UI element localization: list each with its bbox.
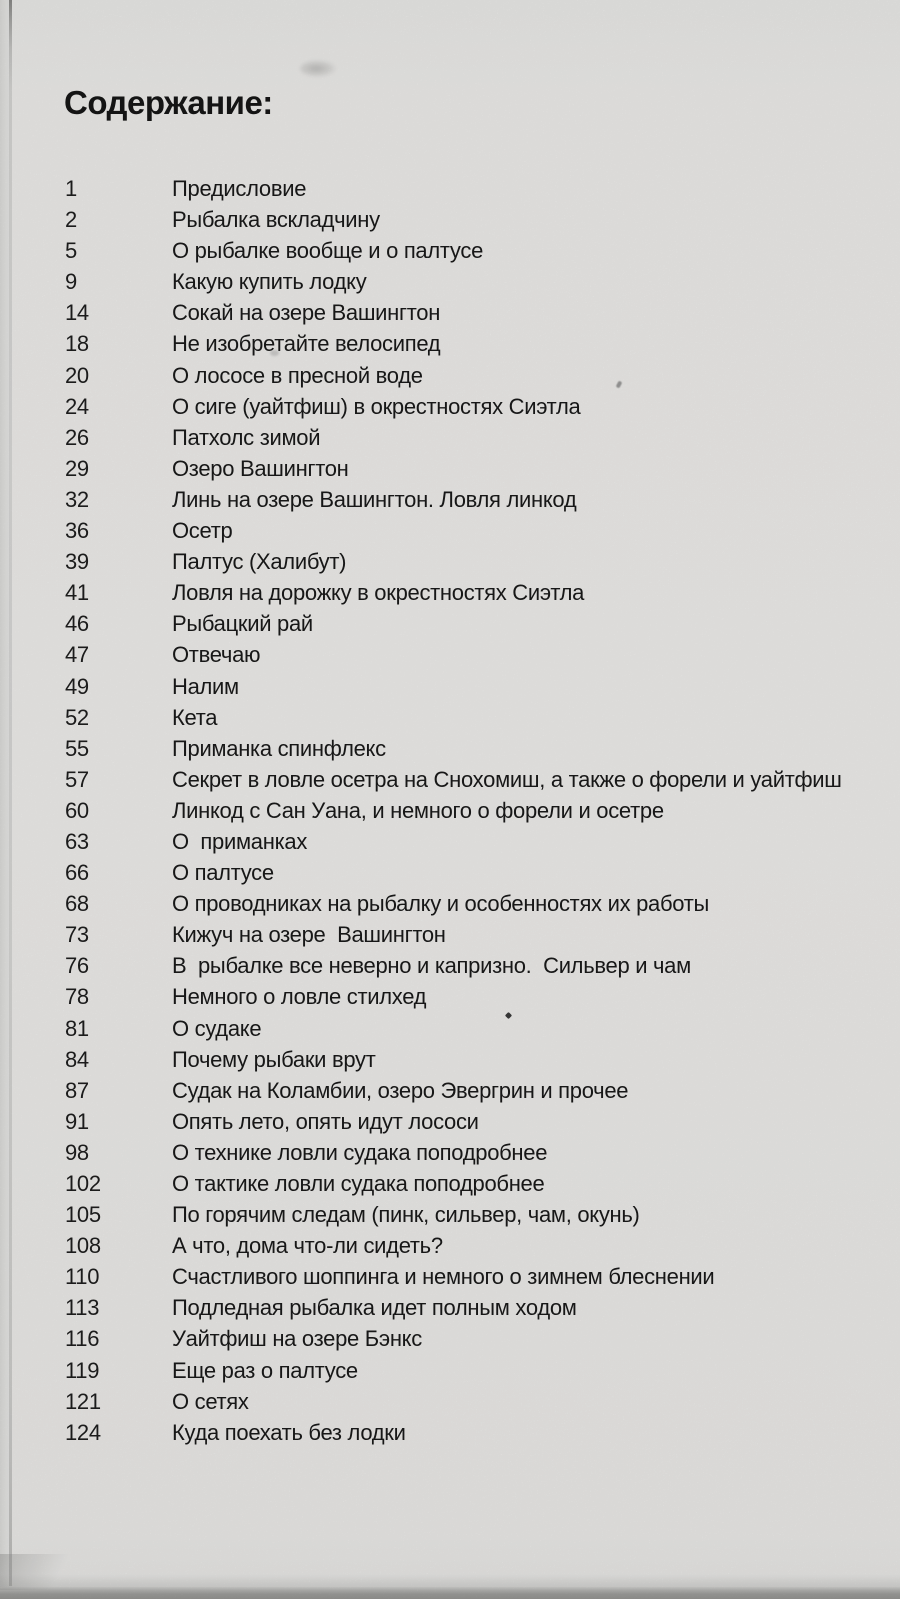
toc-page-number: 9: [65, 269, 77, 295]
toc-entry-title: Почему рыбаки врут: [172, 1046, 376, 1072]
toc-page-number: 87: [65, 1077, 89, 1103]
toc-page-number: 26: [65, 424, 89, 450]
toc-entry: [65, 577, 870, 608]
toc-entry: [65, 235, 870, 266]
toc-entry-title: Еще раз о палтусе: [172, 1357, 358, 1383]
toc-entry-title: О приманках: [172, 828, 308, 854]
toc-page-number: 2: [65, 207, 77, 233]
toc-entry: [65, 266, 870, 297]
toc-page-number: 32: [65, 486, 89, 512]
toc-entry-title: Озеро Вашингтон: [172, 455, 349, 481]
toc-entry: [65, 1417, 870, 1448]
toc-entry: [65, 1013, 870, 1044]
scan-speck-artifact: [270, 350, 279, 356]
toc-entry-title: О сетях: [172, 1388, 249, 1414]
toc-page-number: 105: [65, 1202, 101, 1228]
toc-page-number: 47: [65, 642, 89, 668]
toc-entry: [65, 422, 870, 453]
toc-page-number: 102: [65, 1171, 101, 1196]
toc-entry: [65, 391, 870, 422]
toc-page-number: 29: [65, 455, 89, 481]
toc-entry-title: Палтус (Халибут): [172, 549, 347, 575]
toc-page-number: 14: [65, 300, 89, 326]
toc-page-number: 121: [65, 1388, 101, 1414]
toc-page-number: 81: [65, 1015, 89, 1041]
toc-page-number: 55: [65, 735, 89, 761]
page-crease-line: [9, 0, 12, 1586]
toc-page-number: 49: [65, 673, 89, 699]
toc-page-number: 46: [65, 611, 89, 637]
toc-entry-title: А что, дома что-ли сидеть?: [172, 1233, 443, 1259]
toc-entry: [65, 950, 870, 981]
toc-entry: [65, 328, 870, 359]
toc-page-number: 78: [65, 984, 89, 1010]
toc-entry: [65, 1323, 870, 1354]
toc-page-number: 57: [65, 766, 89, 792]
toc-entry-title: Уайтфиш на озере Бэнкс: [172, 1326, 422, 1352]
toc-page-number: 18: [65, 331, 89, 357]
toc-page-number: 73: [65, 922, 89, 948]
toc-page-number: 68: [65, 891, 89, 917]
toc-entry-title: Приманка спинфлекс: [172, 735, 386, 761]
toc-entry: [65, 639, 870, 670]
toc-entry: [65, 1044, 870, 1075]
toc-entry: [65, 1199, 870, 1230]
toc-entry-title: Осетр: [172, 518, 233, 544]
toc-entry: [65, 1355, 870, 1386]
toc-entry: [65, 981, 870, 1012]
toc-entry-title: Какую купить лодку: [172, 269, 367, 295]
toc-entry-title: Линкод с Сан Уана, и немного о форели и осетре: [172, 797, 664, 823]
toc-entry-title: О палтусе: [172, 860, 274, 886]
toc-entry-title: О рыбалке вообще и о палтусе: [172, 238, 484, 264]
toc-entry-title: Секрет в ловле осетра на Снохомиш, а также о форели и уайтфиш: [172, 766, 842, 792]
toc-entry: [65, 764, 870, 795]
toc-page-number: 91: [65, 1108, 89, 1134]
toc-entry-title: Опять лето, опять идут лососи: [172, 1108, 479, 1134]
toc-entry: [65, 297, 870, 328]
toc-entry-title: О судаке: [172, 1015, 262, 1041]
toc-entry: [65, 857, 870, 888]
toc-page-number: 20: [65, 362, 89, 388]
toc-entry: [65, 546, 870, 577]
toc-page-number: 84: [65, 1046, 89, 1072]
toc-page-number: 5: [65, 238, 77, 264]
toc-entry-title: Кета: [172, 704, 218, 730]
toc-entry-title: Предисловие: [172, 176, 307, 201]
toc-entry: [65, 1106, 870, 1137]
toc-entry: [65, 826, 870, 857]
toc-page-number: 41: [65, 580, 89, 606]
page-bottom-shadow: [0, 1574, 900, 1588]
toc-entry: [65, 453, 870, 484]
toc-page-number: 113: [65, 1295, 100, 1321]
toc-entry-title: Кижуч на озере Вашингтон: [172, 922, 446, 948]
toc-entry: [65, 484, 870, 515]
toc-page-number: 108: [65, 1233, 101, 1259]
toc-entry: [65, 919, 870, 950]
toc-page-number: 119: [65, 1357, 100, 1383]
toc-entry: [65, 888, 870, 919]
toc-page-number: 60: [65, 797, 89, 823]
scan-smudge-artifact: [300, 60, 336, 77]
toc-entry-title: Немного о ловле стилхед: [172, 984, 427, 1010]
toc-entry-title: Судак на Коламбии, озеро Эвергрин и прочее: [172, 1077, 629, 1103]
toc-page-number: 116: [65, 1326, 100, 1352]
toc-entry: [65, 1137, 870, 1168]
toc-page-number: 124: [65, 1419, 101, 1445]
toc-entry: [65, 1230, 870, 1261]
toc-page-number: 24: [65, 393, 89, 419]
toc-page-number: 63: [65, 828, 89, 854]
toc-entry: [65, 1168, 870, 1199]
toc-entry-title: Ловля на дорожку в окрестностях Сиэтла: [172, 580, 585, 606]
toc-entry: [65, 733, 870, 764]
toc-page-number: 76: [65, 953, 89, 979]
toc-entry: [65, 608, 870, 639]
toc-entry: [65, 1386, 870, 1417]
toc-entry: [65, 360, 870, 391]
toc-entry-title: Подледная рыбалка идет полным ходом: [172, 1295, 577, 1321]
toc-entry-title: Рыбацкий рай: [172, 611, 313, 637]
toc-entry-title: Отвечаю: [172, 642, 261, 668]
toc-page-number: 39: [65, 549, 89, 575]
page-corner-shadow: [0, 1554, 95, 1590]
toc-entry-title: Налим: [172, 673, 239, 699]
toc-entry-title: В рыбалке все неверно и капризно. Сильвер и чам: [172, 953, 691, 979]
toc-entry-title: Патхолс зимой: [172, 424, 321, 450]
toc-entry: [65, 671, 870, 702]
toc-entry-title: Счастливого шоппинга и немного о зимнем блеснении: [172, 1264, 715, 1290]
toc-entry-title: О сиге (уайтфиш) в окрестностях Сиэтла: [172, 393, 581, 419]
toc-page-number: 52: [65, 704, 89, 730]
toc-page-number: 66: [65, 860, 89, 886]
toc-entry: [65, 795, 870, 826]
toc-page-number: 110: [65, 1264, 100, 1290]
toc-entry-title: Линь на озере Вашингтон. Ловля линкод: [172, 486, 577, 512]
toc-entry: [65, 173, 870, 204]
toc-entry-title: О тактике ловли судака поподробнее: [172, 1171, 545, 1196]
toc-page-number: 1: [65, 176, 77, 201]
page-title: Содержание:: [64, 84, 273, 121]
toc-page-number: 36: [65, 518, 89, 544]
toc-page-number: 98: [65, 1139, 89, 1165]
toc-entry: [65, 1292, 870, 1323]
toc-entry: [65, 702, 870, 733]
toc-entry-title: По горячим следам (пинк, сильвер, чам, окунь): [172, 1202, 640, 1228]
toc-entry: [65, 1261, 870, 1292]
toc-entry-title: Сокай на озере Вашингтон: [172, 300, 441, 326]
toc-entry-title: О проводниках на рыбалку и особенностях их работы: [172, 891, 709, 917]
toc-entry: [65, 515, 870, 546]
table-of-contents: [65, 173, 870, 1448]
toc-entry-title: Куда поехать без лодки: [172, 1419, 406, 1445]
scan-edge-band: [0, 1587, 900, 1599]
toc-entry-title: О технике ловли судака поподробнее: [172, 1139, 548, 1165]
toc-entry: [65, 204, 870, 235]
toc-entry-title: Не изобретайте велосипед: [172, 331, 441, 357]
toc-entry-title: О лососе в пресной воде: [172, 362, 423, 388]
toc-entry: [65, 1075, 870, 1106]
toc-entry-title: Рыбалка вскладчину: [172, 207, 380, 233]
